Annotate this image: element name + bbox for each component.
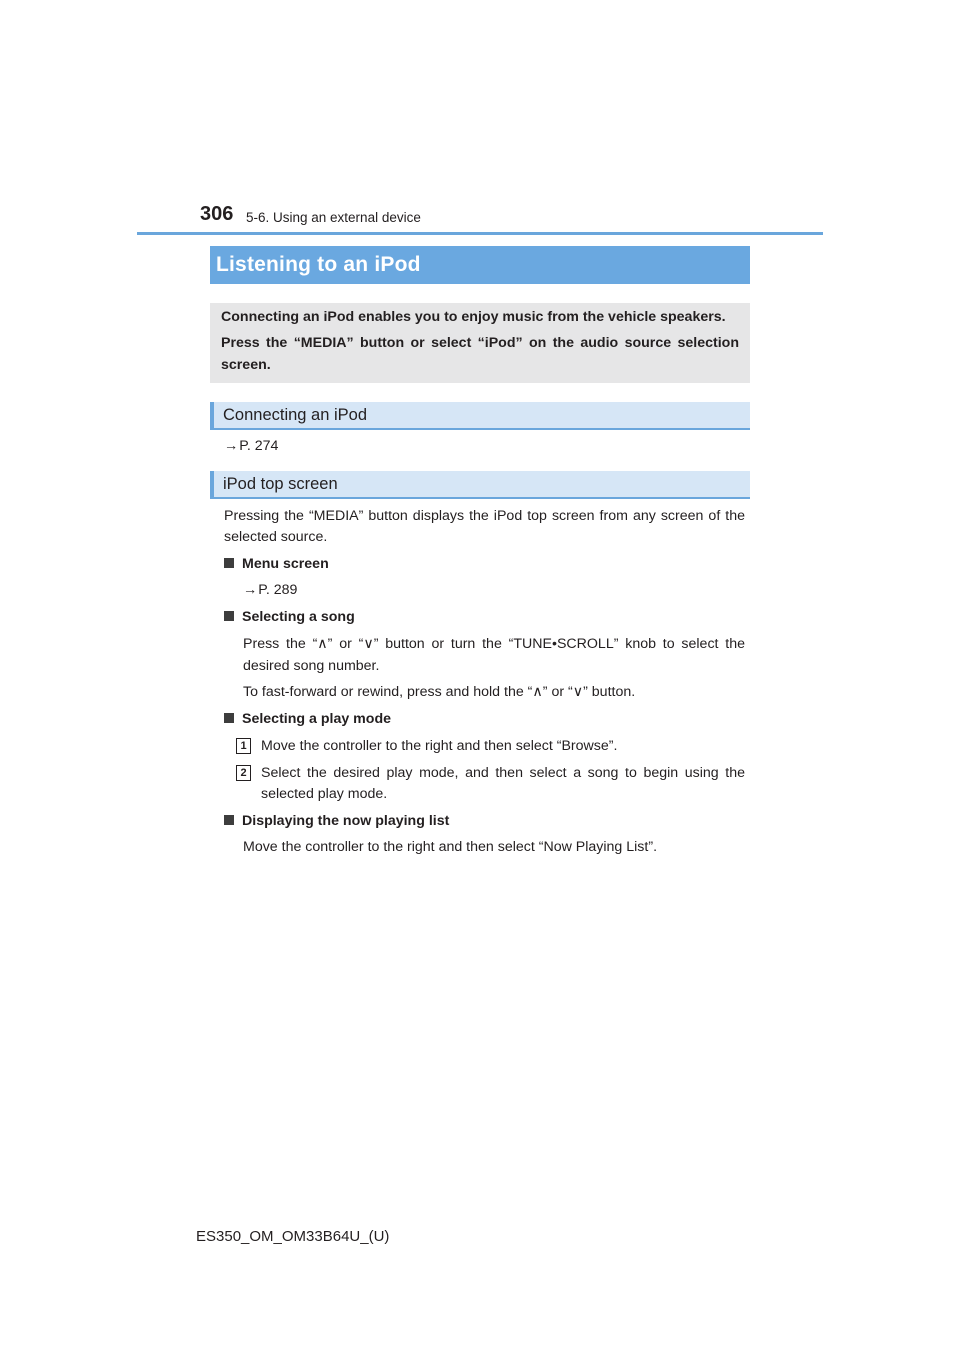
square-bullet-icon [224, 558, 234, 568]
arrow-right-icon: → [243, 582, 258, 598]
section-accent [210, 402, 214, 430]
heading-text: Selecting a play mode [242, 711, 392, 727]
chapter-heading: 5-6. Using an external device [246, 210, 421, 225]
intro-line-2: Press the “MEDIA” button or select “iPod” on the audio source selection [221, 335, 739, 351]
song-text-line-1: Press the “∧” or “∨” button or turn the “TUNE•SCROLL” knob to select the [243, 636, 745, 652]
heading-now-playing [224, 813, 449, 829]
header-rule [137, 232, 823, 235]
step-2-text-line-1: Select the desired play mode, and then select a song to begin using the [261, 765, 745, 781]
top-screen-paragraph-line-2: selected source. [224, 529, 328, 545]
arrow-right-icon: → [224, 438, 239, 454]
song-text-line-3: To fast-forward or rewind, press and hold the “∧” or “∨” button. [243, 684, 636, 700]
page-number: 306 [200, 203, 234, 225]
heading-play-mode [224, 711, 391, 727]
reference-link-p274[interactable] [224, 438, 278, 454]
section-title-connecting: Connecting an iPod [223, 406, 368, 424]
now-playing-text: Move the controller to the right and then select “Now Playing List”. [243, 839, 658, 855]
footer-document-code: ES350_OM_OM33B64U_(U) [196, 1228, 390, 1245]
heading-menu-screen [224, 556, 329, 572]
heading-text: Menu screen [242, 556, 329, 572]
section-title-top-screen: iPod top screen [223, 475, 338, 493]
step-1-text: Move the controller to the right and then select “Browse”. [261, 738, 618, 754]
reference-text: P. 289 [258, 582, 298, 598]
step-2-text-line-2: selected play mode. [261, 786, 388, 802]
intro-line-3: screen. [221, 357, 271, 373]
page-title: Listening to an iPod [216, 253, 421, 276]
heading-selecting-song [224, 609, 355, 625]
top-screen-paragraph-line-1: Pressing the “MEDIA” button displays the iPod top screen from any screen of the [224, 508, 745, 524]
square-bullet-icon [224, 815, 234, 825]
intro-line-1: Connecting an iPod enables you to enjoy music from the vehicle speakers. [221, 309, 726, 325]
heading-text: Displaying the now playing list [242, 813, 450, 829]
reference-link-p289[interactable] [243, 582, 297, 598]
reference-text: P. 274 [239, 438, 279, 454]
square-bullet-icon [224, 611, 234, 621]
heading-text: Selecting a song [242, 609, 355, 625]
step-number-1: 1 [236, 738, 251, 754]
song-text-line-2: desired song number. [243, 658, 380, 674]
step-number-2: 2 [236, 765, 251, 781]
square-bullet-icon [224, 713, 234, 723]
section-accent [210, 471, 214, 499]
